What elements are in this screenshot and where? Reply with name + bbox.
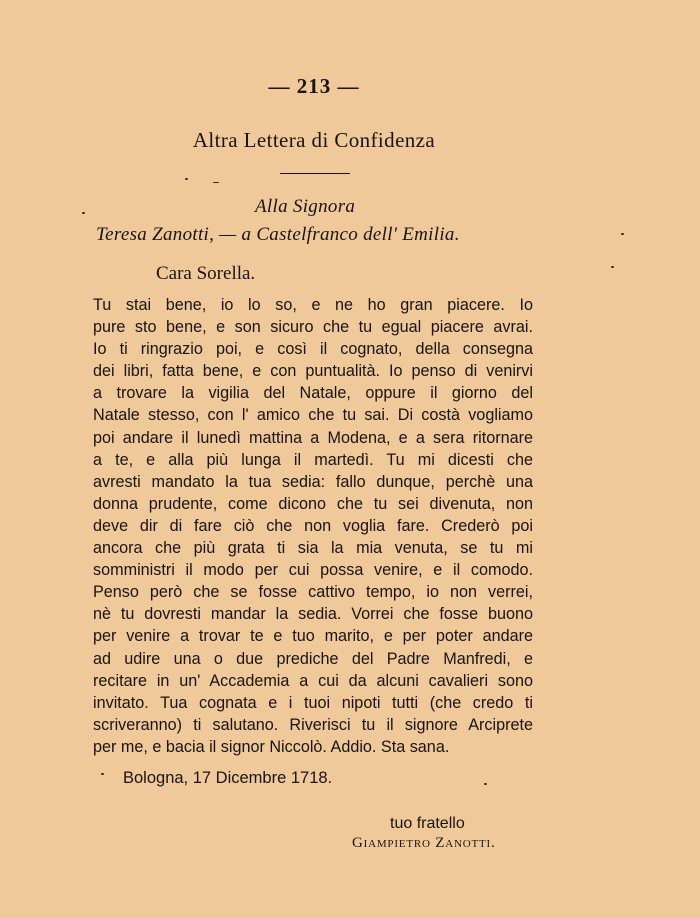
body-line: Tu stai bene, io lo so, e ne ho gran piacere. Io [93,296,533,314]
salutation: Cara Sorella. [156,263,256,284]
body-line: Io ti ringrazio poi, e così il cognato, della consegna [93,340,533,359]
print-speck [185,178,188,180]
body-line: nè tu dovresti mandar la sedia. Vorrei che fosse buono [93,605,533,624]
letter-body [93,294,533,758]
print-speck [484,783,487,785]
print-speck [82,212,85,214]
body-line: dei libri, fatta bene, e con puntualità. Io penso di venirvi [93,362,533,381]
body-line: ad udire una o due prediche del Padre Manfredi, e [93,649,533,668]
body-line: a te, e alla più lunga il martedì. Tu mi dicesti che [93,450,533,469]
body-line: pure sto bene, e son sicuro che tu egual piacere avrai. [93,318,533,337]
dateline: Bologna, 17 Dicembre 1718. [123,769,333,787]
body-line: somministri il modo per cui possa venire, e il comodo. [93,561,533,580]
body-line: per me, e bacia il signor Niccolò. Addio. Sta sana. [93,737,450,756]
body-line: poi andare il lunedì mattina a Modena, e a sera ritornare [93,428,533,447]
body-line: donna prudente, come dicono che tu sei divenuta, non [93,494,533,513]
addressee-line-1: Alla Signora [255,196,356,217]
body-line: ancora che più grata ti sia la mia venuta, se tu mi [93,539,533,558]
body-line: scriveranno) ti salutano. Riverisci tu il signore Arciprete [93,715,533,734]
print-speck [621,233,624,235]
print-speck [101,773,104,775]
page-number: — 213 — [268,74,360,98]
signature: Giampietro Zanotti. [352,835,496,851]
print-speck [611,266,614,268]
body-line: Penso però che se fosse cattivo tempo, io non verrei, [93,583,533,602]
print-speck [213,182,219,183]
body-line: a trovare la vigilia del Natale, oppure il giorno del [93,384,533,403]
body-line: per venire a trovar te e tuo marito, e per poter andare [93,627,533,646]
closing: tuo fratello [390,815,465,832]
title-divider [280,173,350,174]
body-line: deve dir di fare ciò che non voglia fare. Crederò poi [93,516,533,535]
addressee-line-2: Teresa Zanotti, — a Castelfranco dell' Emilia. [96,224,460,245]
body-line: invitato. Tua cognata e i tuoi nipoti tutti (che credo ti [93,693,533,712]
body-line: Natale stesso, con l' amico che tu sai. Di costà vogliamo [93,406,533,425]
letter-title: Altra Lettera di Confidenza [192,128,436,152]
body-line: recitare in un' Accademia a cui da alcuni cavalieri sono [93,671,533,690]
body-line: avresti mandato la tua sedia: fallo dunque, perchè una [93,472,533,491]
